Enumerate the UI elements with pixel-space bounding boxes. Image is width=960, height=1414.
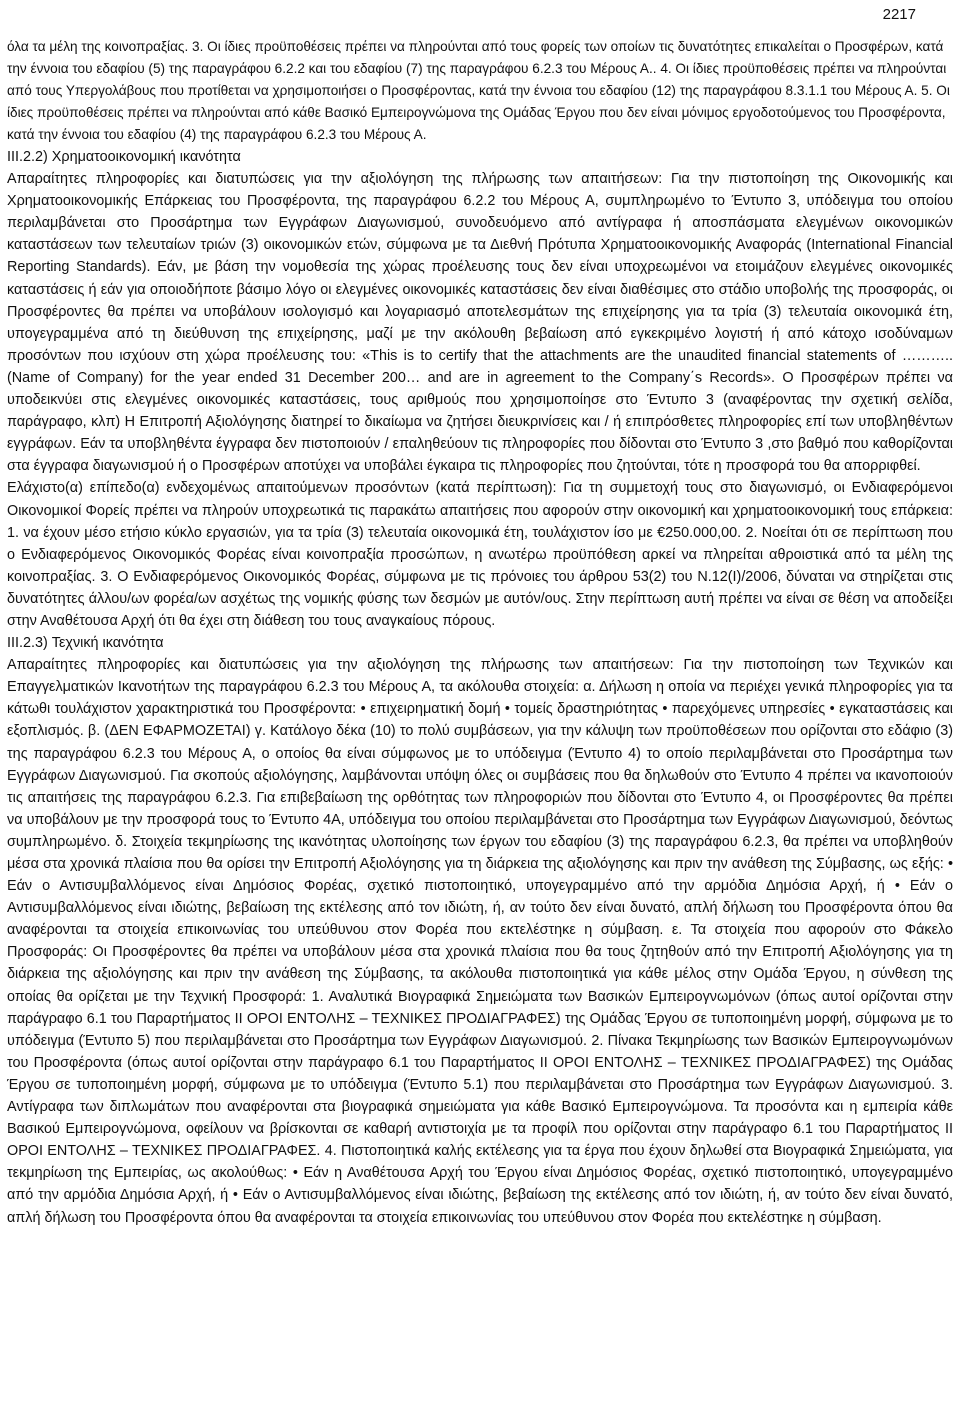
page-number: 2217 (882, 6, 916, 23)
paragraph-minimum-levels: Ελάχιστο(α) επίπεδο(α) ενδεχομένως απαιτούμενων προσόντων (κατά περίπτωση): Για τη συμμετοχή τους στο διαγωνισμό, οι Ενδιαφερόμενοι Οικονομικοί Φορείς πρέπει να πληρούν υποχρεωτικά τις παρακάτω απαιτήσεις που αφορούν στην οικονομική και χρηματοοικονομική τους επάρκεια: 1. να έχουν μέσο ετήσιο κύκλο εργασιών, για τα τρία (3) τελευταία οικονομικά έτη, τουλάχιστον ίσο με €250.000,00. 2. Νοείται ότι σε περίπτωση που ο Ενδιαφερόμενος Οικονομικός Φορέας είναι κοινοπραξία προσώπων, η ανωτέρω προϋπόθεση αρκεί να πληρείται αθροιστικά από τα μέλη της κοινοπραξίας. 3. Ο Ενδιαφερόμενος Οικονομικός Φορέας, σύμφωνα με τις πρόνοιες του άρθρου 53(2) του Ν.12(Ι)/2006, δύναται να στηρίζεται στις δυνατότητες άλλου/ων φορέα/ων ασχέτως της νομικής φύσης των δεσμών με αυτόν/ους. Στην περίπτωση αυτή πρέπει να είναι σε θέση να αποδείξει στην Αναθέτουσα Αρχή ότι θα έχει στη διάθεση του τους αναγκαίους πόρους. (7, 480, 953, 629)
document-body (7, 36, 953, 1229)
paragraph-technical-requirements: Απαραίτητες πληροφορίες και διατυπώσεις για την αξιολόγηση της πλήρωσης των απαιτήσεων: Για την πιστοποίηση των Τεχνικών και Επαγγελματικών Ικανοτήτων της παραγράφου 6.2.3 του Μέρους Α, τα ακόλουθα στοιχεία: α. Δήλωση η οποία να περιέχει γενικά πληροφορίες για τα κάτωθι τουλάχιστον χαρακτηριστικά του Προσφέροντα: • επιχειρηματική δομή • τομείς δραστηριότητας • παρεχόμενες υπηρεσίες • εγκαταστάσεις και εξοπλισμός. β. (ΔΕΝ ΕΦΑΡΜΟΖΕΤΑΙ) γ. Κατάλογο δέκα (10) το πολύ συμβάσεων, για την κάλυψη των προϋποθέσεων που ορίζονται στο εδάφιο (3) της παραγράφου 6.2.3 του Μέρους Α, ο οποίος θα είναι σύμφωνος με το υπόδειγμα (Έντυπο 4) το οποίο περιλαμβάνεται στο Προσάρτημα των Εγγράφων Διαγωνισμού. Για σκοπούς αξιολόγησης, λαμβάνονται υπόψη όλες οι συμβάσεις που θα δηλωθούν στο Έντυπο 4 πρέπει να ικανοποιούν τις απαιτήσεις της παραγράφου 6.2.3. Για επιβεβαίωση της ορθότητας των πληροφοριών που δίδονται στο Έντυπο 4, οι Προσφέροντες θα πρέπει να υποβάλουν με την προσφορά τους το Έντυπο 4Α, υπόδειγμα του οποίου περιλαμβάνεται στο Προσάρτημα των Εγγράφων Διαγωνισμού, δεόντως συμπληρωμένο. δ. Στοιχεία τεκμηρίωσης της ικανότητας υλοποίησης των έργων του εδαφίου (3) της παραγράφου 6.2.3, θα πρέπει να υποβληθούν μέσα στα χρονικά πλαίσια που θα ορίσει την Επιτροπή Αξιολόγησης για τη διάρκεια της αξιολόγησης και πριν την ανάθεση της Σύμβασης, ως εξής: • Εάν ο Αντισυμβαλλόμενος είναι Δημόσιος Φορέας, σχετικό πιστοποιητικό, υπογεγραμμένο από την αρμόδια Δημόσια Αρχή, ή • Εάν ο Αντισυμβαλλόμενος είναι ιδιώτης, βεβαίωση της εκτέλεσης από τον ιδιώτη, ή, αν τούτο δεν είναι δυνατό, απλή δήλωση του Προσφέροντα όπου θα αναφέρονται τα στοιχεία επικοινωνίας του υπεύθυνου στον Φορέα που εκτελέστηκε η σύμβαση. ε. Τα στοιχεία που αφορούν στο Φάκελο Προσφοράς: Οι Προσφέροντες θα πρέπει να υποβάλουν μέσα στα χρονικά πλαίσια που θα τους ζητηθούν από την Επιτροπή Αξιολόγησης για τη διάρκεια της αξιολόγησης και πριν την ανάθεση της Σύμβασης, τα ακόλουθα πιστοποιητικά για κάθε μέλος στην Ομάδα Έργου, η σύνθεση της οποίας θα ορίζεται με την Τεχνική Προσφορά: 1. Αναλυτικά Βιογραφικά Σημειώματα των Βασικών Εμπειρογνωμόνων (όπως αυτοί ορίζονται στην παράγραφο 6.1 του Παραρτήματος ΙΙ ΟΡΟΙ ΕΝΤΟΛΗΣ – ΤΕΧΝΙΚΕΣ ΠΡΟΔΙΑΓΡΑΦΕΣ) της Ομάδας Έργου σε τυποποιημένη μορφή, σύμφωνα με το υπόδειγμα (Έντυπο 5) που περιλαμβάνεται στο Προσάρτημα των Εγγράφων Διαγωνισμού. 2. Πίνακα Τεκμηρίωσης των Βασικών Εμπειρογνωμόνων του Προσφέροντα (όπως αυτοί ορίζονται στην παράγραφο 6.1 του Παραρτήματος ΙΙ ΟΡΟΙ ΕΝΤΟΛΗΣ – ΤΕΧΝΙΚΕΣ ΠΡΟΔΙΑΓΡΑΦΕΣ) της Ομάδας Έργου σε τυποποιημένη μορφή, σύμφωνα με το υπόδειγμα (Έντυπο 5.1) που περιλαμβάνεται στο Προσάρτημα των Εγγράφων Διαγωνισμού. 3. Αντίγραφα των διπλωμάτων που αναφέρονται στα βιογραφικά σημειώματα για κάθε Βασικό Εμπειρογνώμονα. Τα προσόντα και η εμπειρία κάθε Βασικού Εμπειρογνώμονα, οφείλουν να βρίσκονται σε καθαρή αντιστοιχία με τα προφίλ που ορίζονται στην παράγραφο 6.1 του Παραρτήματος ΙΙ ΟΡΟΙ ΕΝΤΟΛΗΣ – ΤΕΧΝΙΚΕΣ ΠΡΟΔΙΑΓΡΑΦΕΣ. 4. Πιστοποιητικά καλής εκτέλεσης για τα έργα που έχουν δηλωθεί στα Βιογραφικά Σημειώματα, για τεκμηρίωση της Εμπειρίας, ως ακολούθως: • Εάν η Αναθέτουσα Αρχή του Έργου είναι Δημόσιος Φορέας, σχετικό πιστοποιητικό, υπογεγραμμένο από την αρμόδια Δημόσια Αρχή, ή • Εάν ο Αντισυμβαλλόμενος είναι ιδιώτης, βεβαίωση της εκτέλεσης από τον ιδιώτη, ή, αν τούτο δεν είναι δυνατό, απλή δήλωση του Προσφέροντα όπου θα αναφέρονται τα στοιχεία επικοινωνίας του υπεύθυνου στον Φορέα που εκτελέστηκε η σύμβαση. (7, 657, 953, 1226)
section-heading-financial-capacity: III.2.2) Χρηματοοικονομική ικανότητα (7, 149, 241, 165)
paragraph-eligibility-conditions: όλα τα μέλη της κοινοπραξίας. 3. Οι ίδιες προϋποθέσεις πρέπει να πληρούνται από τους φορείς των οποίων τις δυνατότητες επικαλείται ο Προσφέρων, κατά την έννοια του εδαφίου (5) της παραγράφου 6.2.2 και του εδαφίου (7) της παραγράφου 6.2.3 του Μέρους Α.. 4. Οι ίδιες προϋποθέσεις πρέπει να πληρούνται από τους Υπεργολάβους που προτίθεται να χρησιμοποιήσει ο Προσφέροντας, κατά την έννοια του εδαφίου (12) της παραγράφου 8.3.1.1 του Μέρους Α. 5. Οι ίδιες προϋποθέσεις πρέπει να πληρούνται από κάθε Βασικό Εμπειρογνώμονα της Ομάδας Έργου που δεν είναι μόνιμος εργοδοτούμενος του Προσφέροντα, κατά την έννοια του εδαφίου (4) της παραγράφου 6.2.3 του Μέρους Α. (7, 39, 950, 142)
section-heading-technical-capacity: III.2.3) Τεχνική ικανότητα (7, 635, 164, 652)
paragraph-financial-requirements: Απαραίτητες πληροφορίες και διατυπώσεις για την αξιολόγηση της πλήρωσης των απαιτήσεων: Για την πιστοποίηση της Οικονομικής και Χρηματοοικονομικής Επάρκειας του Προσφέροντα, της παραγράφου 6.2.2 του Μέρους Α, συμπληρωμένο το Έντυπο 3, υπόδειγμα του οποίου περιλαμβάνεται στο Προσάρτημα των Εγγράφων Διαγωνισμού, συνοδευόμενο από αντίγραφα ή αποσπάσματα ελεγμένων οικονομικών καταστάσεων των τελευταίων τριών (3) οικονομικών ετών, σύμφωνα με τα Διεθνή Πρότυπα Χρηματοοικονομικής Αναφοράς (International Financial Reporting Standards). Εάν, με βάση την νομοθεσία της χώρας προέλευσης τους δεν είναι υποχρεωμένοι να ετοιμάζουν ελεγμένες οικονομικές καταστάσεις ή εάν για οποιοδήποτε βάσιμο λόγο οι ελεγμένες οικονομικές καταστάσεις δεν είναι διαθέσιμες στο στάδιο υποβολής της προσφοράς, οι Προσφέροντες θα πρέπει να υποβάλουν ισολογισμό και λογαριασμό αποτελεσμάτων της επιχείρησης για τα τρία (3) τελευταία οικονομικά έτη, υπογεγραμμένα από τη διεύθυνση της επιχείρησης, μαζί με την ακόλουθη βεβαίωση από εγκεκριμένο λογιστή ή από κάτοχο ισοδύναμων προσόντων που ισχύουν στη χώρα προέλευσης του: «This is to certify that the attachments are the unaudited financial statements of ……….. (Name of Company) for the year ended 31 December 200… and are in agreement to the Company΄s Records». Ο Προσφέρων πρέπει να υποδεικνύει στις ελεγμένες οικονομικές καταστάσεις, τους αριθμούς που χρησιμοποίησε στο Έντυπο 3 (αναφέροντας την σχετική σελίδα, παράγραφο, κλπ) Η Επιτροπή Αξιολόγησης διατηρεί το δικαίωμα να ζητήσει διευκρινίσεις και / ή επιπρόσθετες πληροφορίες επί των υποβληθέντων εγγράφων. Εάν τα υποβληθέντα έγγραφα δεν πιστοποιούν / επαληθεύουν τις πληροφορίες που δίδονται στο Έντυπο 3 ,στο βαθμό που καθορίζονται στα έγγραφα διαγωνισμού ή ο Προσφέρων αποτύχει να υποβάλει έγκαιρα τις πληροφορίες που ζητούνται, τότε η προσφορά του θα απορριφθεί. (7, 171, 953, 475)
